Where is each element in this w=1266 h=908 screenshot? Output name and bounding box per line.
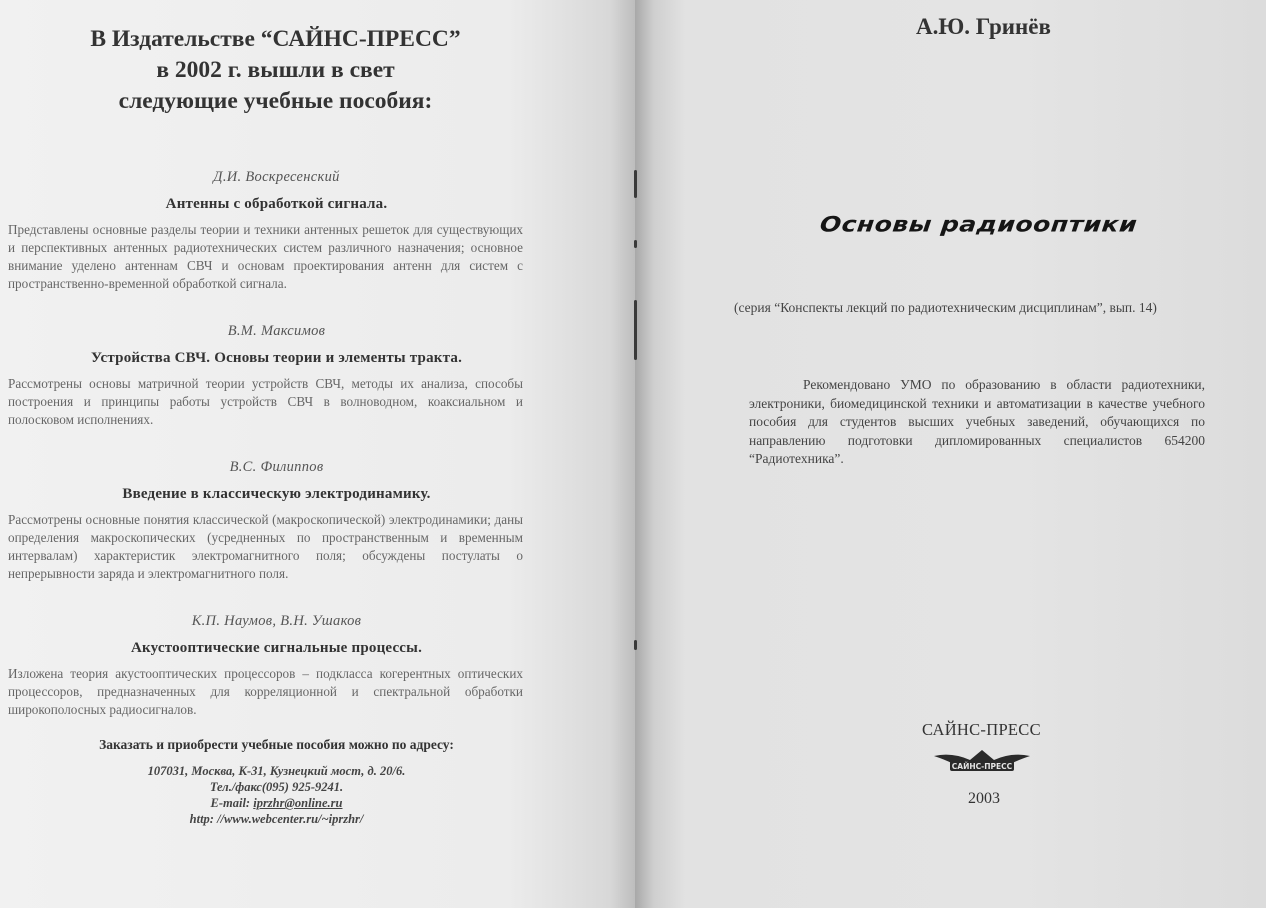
book-description: Рассмотрены основные понятия классической (макроскопической) электродинамики; даны определения макроскопических (усредненных по пространственным и временным интервалам) характеристик электромагнитного поля; обсуждены постулаты о непрерывности заряда и электромагнитного поля. — [8, 512, 523, 581]
series-note: (серия “Конспекты лекций по радиотехническим дисциплинам”, вып. 14) — [734, 300, 1157, 315]
url-line — [30, 811, 523, 827]
heading-line-3: следующие учебные пособия: — [118, 88, 433, 114]
http-label: http: — [189, 812, 214, 826]
book-entry — [8, 613, 523, 719]
postal-address: 107031, Москва, К-31, Кузнецкий мост, д. 20/6. — [147, 764, 406, 778]
book-entry — [8, 459, 523, 583]
contact-block — [30, 763, 523, 827]
staple-mark — [634, 170, 637, 198]
phone-fax: Тел./факс(095) 925-9241. — [209, 780, 344, 794]
website-link[interactable]: //www.webcenter.ru/~iprzhr/ — [217, 812, 364, 826]
email-label: E-mail: — [210, 796, 251, 810]
staple-mark — [634, 240, 637, 248]
book-entry — [8, 323, 523, 429]
recommendation-text: Рекомендовано УМО по образованию в области радиотехники, электроники, биомедицинской техники и автоматизации в качестве учебного пособия для студентов высших учебных заведений, обучающихся по направлению подготовки дипломированных специалистов 654200 “Радиотехника”. — [749, 377, 1205, 466]
book-author: К.П. Наумов, В.Н. Ушаков — [191, 613, 362, 629]
email-link[interactable]: iprzhr@online.ru — [253, 796, 343, 810]
book-title: Антенны с обработкой сигнала. — [165, 196, 388, 212]
book-author: В.С. Филиппов — [229, 459, 324, 475]
book-main-title: Основы радиооптики — [818, 212, 1139, 237]
book-title: Устройства СВЧ. Основы теории и элементы тракта. — [90, 350, 463, 366]
publisher-name: САЙНС-ПРЕСС — [922, 720, 1041, 739]
book-entry — [8, 169, 523, 293]
publisher-heading — [28, 24, 523, 117]
order-text: Заказать и приобрести учебные пособия можно по адресу: — [99, 737, 454, 752]
publication-year: 2003 — [968, 790, 1000, 807]
staple-mark — [634, 300, 637, 360]
heading-line-2: в 2002 г. вышли в свет — [156, 57, 395, 83]
logo-text: САЙНС-ПРЕСС — [951, 762, 1013, 771]
staple-mark — [634, 640, 637, 650]
book-description: Рассмотрены основы матричной теории устройств СВЧ, методы их анализа, способы построения и принципы работы устройств СВЧ в волноводном, коаксиальном и полосковом исполнениях. — [8, 376, 523, 427]
book-author: В.М. Максимов — [227, 323, 326, 339]
book-description: Представлены основные разделы теории и техники антенных решеток для существующих и перспективных антенных радиотехнических систем различного назначения; основное внимание уделено антеннам СВЧ и основам проектирования антенн для систем с пространственно-временной обработкой сигнала. — [8, 222, 523, 291]
publisher-logo-icon — [932, 748, 1032, 778]
email-line — [30, 795, 523, 811]
book-author-title-page: А.Ю. Гринёв — [916, 14, 1051, 39]
book-title: Акустооптические сигнальные процессы. — [130, 640, 423, 656]
heading-line-1: В Издательстве “САЙНС-ПРЕСС” — [90, 26, 461, 52]
binding-staples — [630, 170, 642, 890]
book-description: Изложена теория акустооптических процессоров – подкласса когерентных оптических процессоров, предназначенных для корреляционной и спектральной обработки широкополосных радиосигналов. — [8, 666, 523, 717]
book-author: Д.И. Воскресенский — [213, 169, 340, 185]
book-title: Введение в классическую электродинамику. — [122, 486, 431, 502]
